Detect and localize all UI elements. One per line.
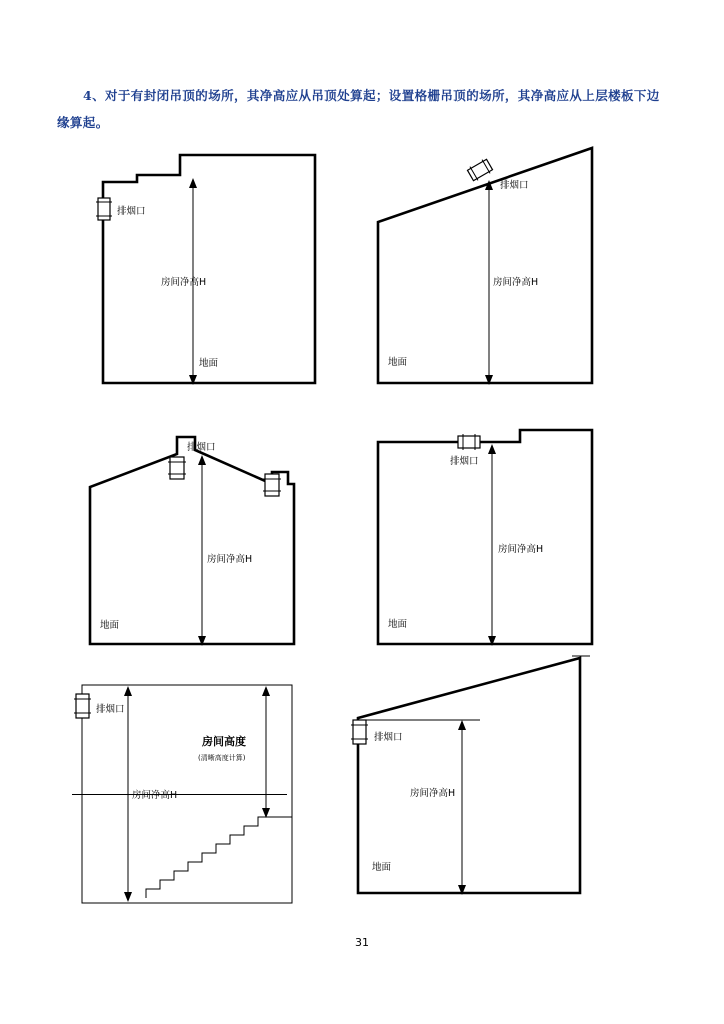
page-title: 4、对于有封闭吊顶的场所，其净高应从吊顶处算起；设置格栅吊顶的场所，其净高应从上层楼板下边缘算起。 [57,88,660,130]
height-label-mid-left: 房间净高H [207,554,253,565]
stairs [146,817,292,898]
height-dimension [198,455,206,646]
room-outline [378,430,592,644]
floor-label-top-left: 地面 [199,358,219,369]
height-label-top-right: 房间净高H [493,277,539,288]
figure-top-left [95,140,335,395]
vent-symbol [466,158,493,183]
vent-symbol [96,198,112,220]
vent-label-top-left: 排烟口 [117,206,146,217]
figure-group [0,140,724,920]
height-dimension [488,444,496,646]
floor-label-mid-left: 地面 [100,620,120,631]
height-label-bottom-right: 房间净高H [410,788,456,799]
vent-label-bottom-left: 排烟口 [96,704,125,715]
room-outline [358,658,580,893]
room-height-note: (清晰高度计算) [198,754,246,762]
floor-label-mid-right: 地面 [388,619,408,630]
height-dimension [458,720,466,895]
vent-label-mid-right: 排烟口 [450,456,479,467]
room-height-label: 房间高度 [202,735,246,748]
vent-symbol-left [168,457,186,479]
room-outline [90,437,294,644]
floor-label-top-right: 地面 [388,357,408,368]
vent-symbol [458,434,480,450]
vent-label-bottom-right: 排烟口 [374,732,403,743]
page-number: 31 [355,936,369,949]
vent-symbol-right [263,474,281,496]
height-dimension [485,180,493,385]
room-height-dimension [262,686,270,818]
figure-mid-right [370,412,610,652]
room-outline [82,685,292,903]
net-height-dimension [124,686,132,902]
room-outline [378,148,592,383]
vent-symbol [74,694,91,718]
floor-label-bottom-right: 地面 [372,862,392,873]
vent-label-top-right: 排烟口 [500,180,529,191]
figure-top-right [370,140,615,395]
room-outline [103,155,315,383]
figure-bottom-left [70,670,315,910]
figure-bottom-right [350,648,595,908]
vent-symbol [351,720,368,744]
height-label-mid-right: 房间净高H [498,544,544,555]
height-label-bottom-left: 房间净高H [132,790,178,801]
height-label-top-left: 房间净高H [161,277,207,288]
vent-label-mid-left: 排烟口 [187,442,216,453]
figure-mid-left [82,412,312,652]
